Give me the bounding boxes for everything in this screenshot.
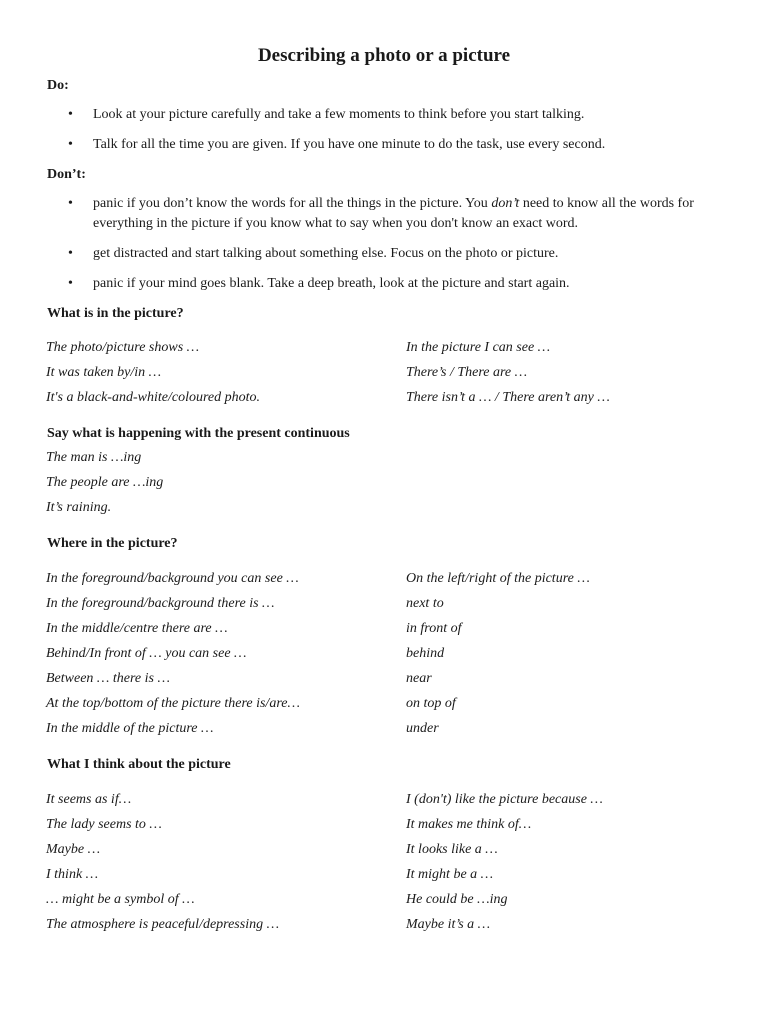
do-item-2-text: Talk for all the time you are given. If you have one minute to do the task, use every second.: [93, 137, 606, 152]
phrase-right: There isn’t a … / There aren’t any …: [406, 390, 610, 405]
phrase-right: He could be …ing: [406, 892, 508, 907]
phrase-left: The atmosphere is peaceful/depressing …: [46, 917, 280, 932]
dont-item-1-emphasis: don’t: [491, 196, 520, 211]
phrase-left: Behind/In front of … you can see …: [46, 646, 247, 661]
phrase-line: The man is …ing: [46, 450, 142, 465]
dont-item-2-text: get distracted and start talking about something else. Focus on the photo or picture.: [93, 246, 559, 261]
phrase-left: In the foreground/background you can see …: [46, 571, 299, 586]
phrase-right: On the left/right of the picture …: [406, 571, 590, 586]
page-title: Describing a photo or a picture: [257, 45, 511, 66]
phrase-left: In the foreground/background there is …: [46, 596, 275, 611]
bullet-icon: •: [68, 276, 73, 291]
phrase-line: The people are …ing: [46, 475, 164, 490]
phrase-right: on top of: [406, 696, 456, 711]
phrase-left: It was taken by/in …: [46, 365, 162, 380]
do-heading: Do:: [47, 78, 69, 93]
happening-heading: Say what is happening with the present continuous: [47, 426, 350, 441]
bullet-icon: •: [68, 107, 73, 122]
phrase-right: It looks like a …: [406, 842, 498, 857]
phrase-right: behind: [406, 646, 445, 661]
phrase-left: … might be a symbol of …: [46, 892, 195, 907]
phrase-left: It seems as if…: [46, 792, 132, 807]
bullet-icon: •: [68, 246, 73, 261]
phrase-left: The lady seems to …: [46, 817, 162, 832]
phrase-right: near: [406, 671, 432, 686]
phrase-right: Maybe it’s a …: [406, 917, 491, 932]
phrase-left: Between … there is …: [46, 671, 170, 686]
phrase-right: There’s / There are …: [406, 365, 528, 380]
where-heading: Where in the picture?: [47, 536, 178, 551]
phrase-right: next to: [406, 596, 444, 611]
phrase-left: It's a black-and-white/coloured photo.: [46, 390, 260, 405]
phrase-left: In the middle of the picture …: [46, 721, 214, 736]
phrase-right: It might be a …: [406, 867, 494, 882]
bullet-icon: •: [68, 196, 73, 211]
phrase-right: I (don't) like the picture because …: [406, 792, 603, 807]
dont-item-3-text: panic if your mind goes blank. Take a deep breath, look at the picture and start again.: [93, 276, 570, 291]
phrase-left: Maybe …: [46, 842, 101, 857]
what-in-heading: What is in the picture?: [47, 306, 184, 321]
do-item-1-text: Look at your picture carefully and take a few moments to think before you start talking.: [93, 107, 585, 122]
dont-heading: Don’t:: [47, 167, 86, 182]
phrase-left: The photo/picture shows …: [46, 340, 200, 355]
phrase-right: In the picture I can see …: [406, 340, 551, 355]
phrase-right: in front of: [406, 621, 462, 636]
bullet-icon: •: [68, 137, 73, 152]
dont-item-1-part-a: panic if you don’t know the words for all the things in the picture. You: [93, 196, 492, 211]
phrase-left: At the top/bottom of the picture there is/are…: [46, 696, 300, 711]
phrase-left: I think …: [46, 867, 99, 882]
phrase-right: It makes me think of…: [406, 817, 532, 832]
think-heading: What I think about the picture: [47, 757, 231, 772]
dont-item-1-text: [93, 194, 713, 234]
phrase-line: It’s raining.: [46, 500, 112, 515]
dont-item-1-part-b: need to know all the words for everything in the picture if you know what to say when you don't know an exact word.: [93, 196, 694, 231]
phrase-right: under: [406, 721, 439, 736]
phrase-left: In the middle/centre there are …: [46, 621, 228, 636]
